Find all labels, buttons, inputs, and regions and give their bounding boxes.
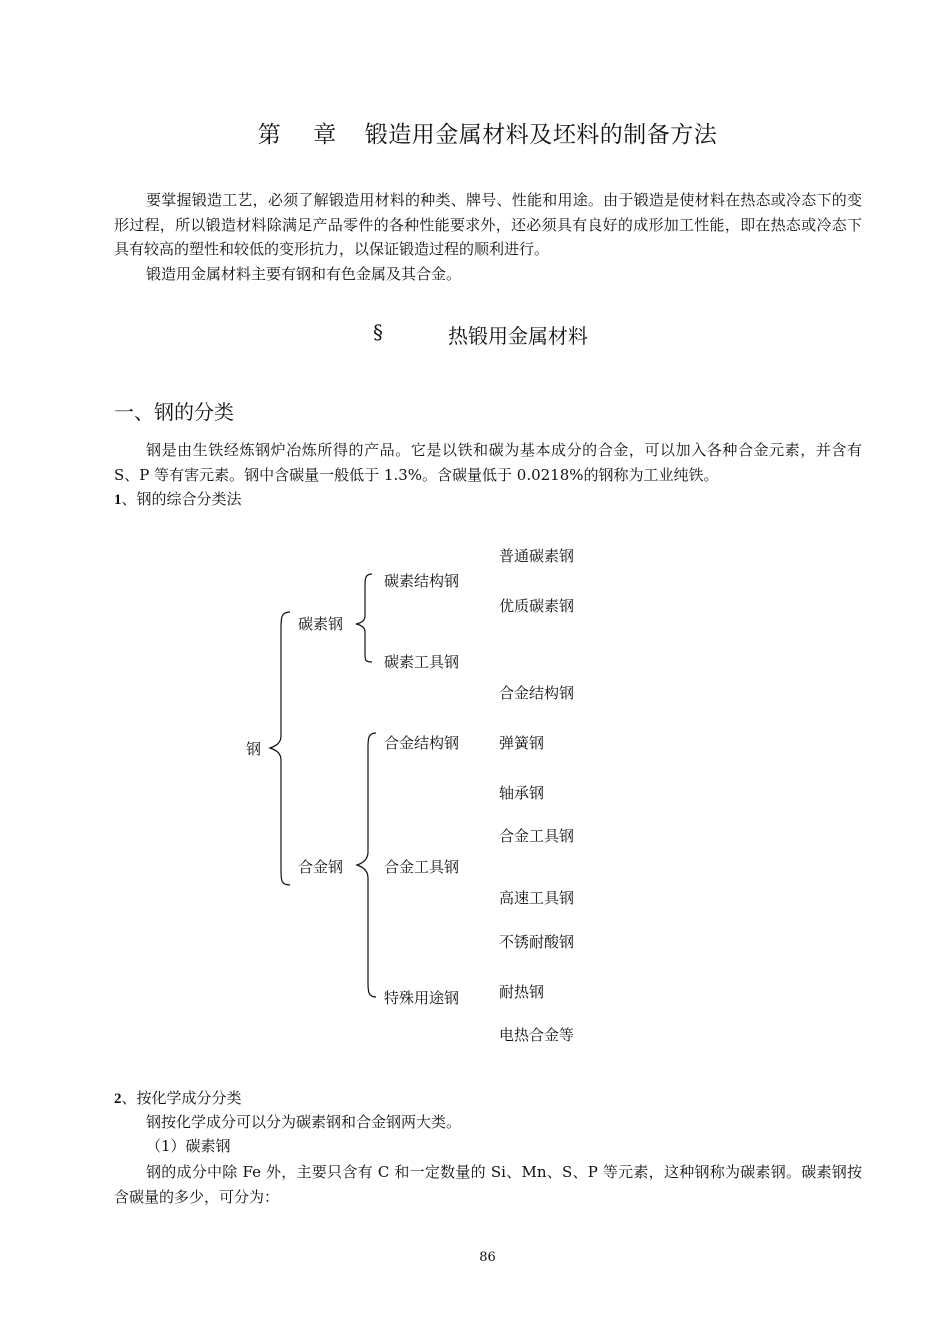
intro-paragraph-2: 锻造用金属材料主要有钢和有色金属及其合金。 [146, 265, 462, 283]
tree-alloy-structural-steel: 合金结构钢 [384, 734, 460, 752]
chapter-word: 章 [313, 122, 337, 148]
chapter-prefix: 第 [257, 122, 282, 148]
subheading-1-number: 1 [114, 492, 122, 508]
tree-leaf: 普通碳素钢 [499, 547, 575, 565]
tree-carbon-steel: 碳素钢 [298, 615, 344, 633]
chem-paragraph-1: 钢按化学成分可以分为碳素钢和合金钢两大类。 [146, 1113, 462, 1131]
tree-alloy-tool-steel: 合金工具钢 [384, 858, 460, 876]
subheading-2-text: 、按化学成分分类 [121, 1089, 242, 1107]
tree-special-steel: 特殊用途钢 [384, 989, 460, 1007]
subheading-1-text: 、钢的综合分类法 [121, 490, 242, 508]
tree-leaf: 合金工具钢 [499, 827, 575, 845]
tree-leaf: 耐热钢 [499, 983, 545, 1001]
subheading-2-number: 2 [114, 1091, 122, 1107]
tree-leaf: 高速工具钢 [499, 889, 575, 907]
page-number: 86 [479, 1250, 496, 1265]
tree-leaf: 合金结构钢 [499, 684, 575, 702]
tree-carbon-tool-steel: 碳素工具钢 [384, 653, 460, 671]
tree-leaf: 不锈耐酸钢 [499, 933, 575, 951]
tree-leaf: 轴承钢 [499, 784, 545, 802]
chem-item-carbon-steel: （1）碳素钢 [146, 1137, 231, 1155]
tree-alloy-steel: 合金钢 [298, 858, 344, 876]
tree-leaf: 优质碳素钢 [499, 597, 575, 615]
chem-paragraph-2: 钢的成分中除 Fe 外，主要只含有 C 和一定数量的 Si、Mn、S、P 等元素，这种钢称为碳素钢。碳素钢按含碳量的多少，可分为： [114, 1163, 862, 1206]
steel-intro-paragraph: 钢是由生铁经炼钢炉冶炼所得的产品。它是以铁和碳为基本成分的合金，可以加入各种合金元素，并含有 S、P 等有害元素。钢中含碳量一般低于 1.3%。含碳量低于 0.0218%的钢称为工业纯铁。 [114, 441, 862, 484]
tree-carbon-structural-steel: 碳素结构钢 [384, 572, 460, 590]
tree-root-steel: 钢 [246, 740, 262, 758]
section-title: 热锻用金属材料 [448, 324, 588, 348]
tree-leaf: 电热合金等 [499, 1026, 575, 1044]
subheading-2 [114, 1087, 242, 1108]
tree-leaf: 弹簧钢 [499, 734, 545, 752]
section-symbol: § [373, 320, 383, 344]
intro-paragraph-1: 要掌握锻造工艺，必须了解锻造用材料的种类、牌号、性能和用途。由于锻造是使材料在热态或冷态下的变形过程，所以锻造材料除满足产品零件的各种性能要求外，还必须具有良好的成形加工性能，即在热态或冷态下具有较高的塑性和较低的变形抗力，以保证锻造过程的顺利进行。 [114, 191, 862, 258]
brace-carbon-steel [356, 574, 372, 662]
chapter-title-text: 锻造用金属材料及坯料的制备方法 [364, 122, 718, 148]
brace-alloy-steel [357, 733, 376, 997]
brace-steel [270, 612, 290, 885]
heading-steel-classification: 一、钢的分类 [114, 400, 234, 424]
